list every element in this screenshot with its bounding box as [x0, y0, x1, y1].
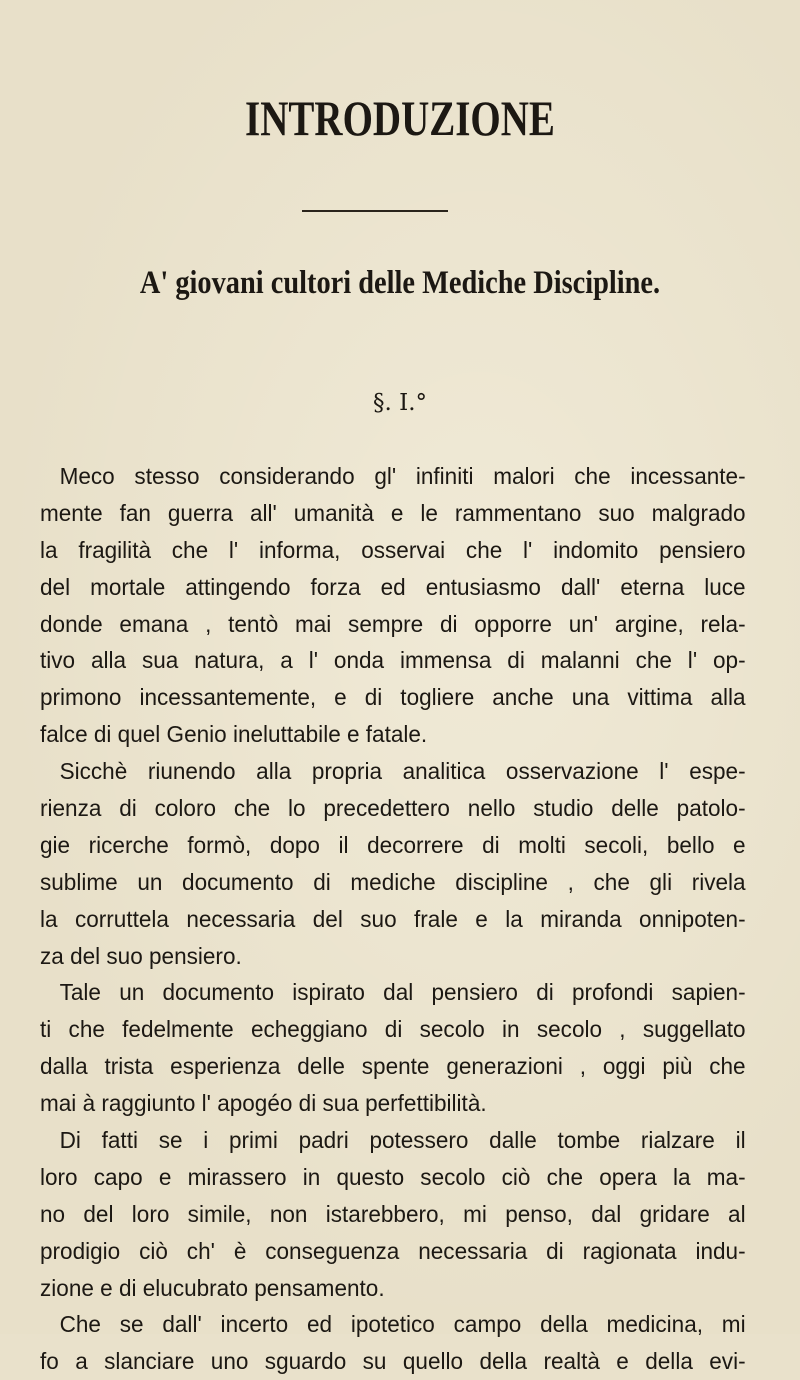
text-line: Sicchè riunendo alla propria analitica osservazione l' espe-: [59, 758, 746, 785]
text-line: zione e di elucubrato pensamento.: [40, 1274, 385, 1301]
text-line: del mortale attingendo forza ed entusiasmo dall' eterna luce: [40, 573, 746, 600]
text-line: mente fan guerra all' umanità e le rammentano suo malgrado: [40, 499, 746, 526]
text-line: za del suo pensiero.: [40, 942, 242, 969]
text-line: Meco stesso considerando gl' infiniti malori che incessante-: [59, 463, 746, 489]
dedication-heading: A' giovani cultori delle Mediche Discipline.: [139, 265, 661, 301]
text-line: prodigio ciò ch' è conseguenza necessaria di ragionata indu-: [40, 1237, 746, 1264]
body-text: [40, 458, 760, 1380]
text-line: Di fatti se i primi padri potessero dalle tombe rialzare il: [59, 1127, 746, 1154]
text-line: rienza di coloro che lo precedettero nello studio delle patolo-: [40, 795, 746, 822]
text-line: no del loro simile, non istarebbero, mi penso, dal gridare al: [40, 1200, 746, 1227]
text-line: sublime un documento di mediche discipline , che gli rivela: [40, 868, 746, 895]
text-line: Tale un documento ispirato dal pensiero di profondi sapien-: [59, 979, 746, 1006]
text-line: falce di quel Genio ineluttabile e fatale.: [40, 721, 428, 748]
text-line: fo a slanciare uno sguardo su quello della realtà e della evi-: [40, 1348, 746, 1375]
text-line: tivo alla sua natura, a l' onda immensa di malanni che l' op-: [40, 647, 746, 674]
text-line: la fragilità che l' informa, osservai che l' indomito pensiero: [40, 536, 746, 563]
text-line: mai à raggiunto l' apogéo di sua perfettibilità.: [40, 1090, 487, 1117]
text-line: donde emana , tentò mai sempre di opporre un' argine, rela-: [40, 610, 746, 637]
text-line: primono incessantemente, e di togliere anche una vittima alla: [40, 684, 746, 711]
text-line: loro capo e mirassero in questo secolo ciò che opera la ma-: [40, 1163, 746, 1190]
text-line: ti che fedelmente echeggiano di secolo in secolo , suggellato: [40, 1016, 746, 1043]
text-line: dalla trista esperienza delle spente generazioni , oggi più che: [40, 1053, 746, 1080]
title-divider: [302, 210, 448, 212]
text-line: gie ricerche formò, dopo il decorrere di molti secoli, bello e: [40, 831, 746, 858]
text-line: la corruttela necessaria del suo frale e la miranda onnipoten-: [40, 905, 746, 932]
section-number: §. I.°: [372, 390, 428, 416]
text-line: Che se dall' incerto ed ipotetico campo della medicina, mi: [59, 1311, 746, 1338]
chapter-title: INTRODUZIONE: [245, 90, 555, 146]
